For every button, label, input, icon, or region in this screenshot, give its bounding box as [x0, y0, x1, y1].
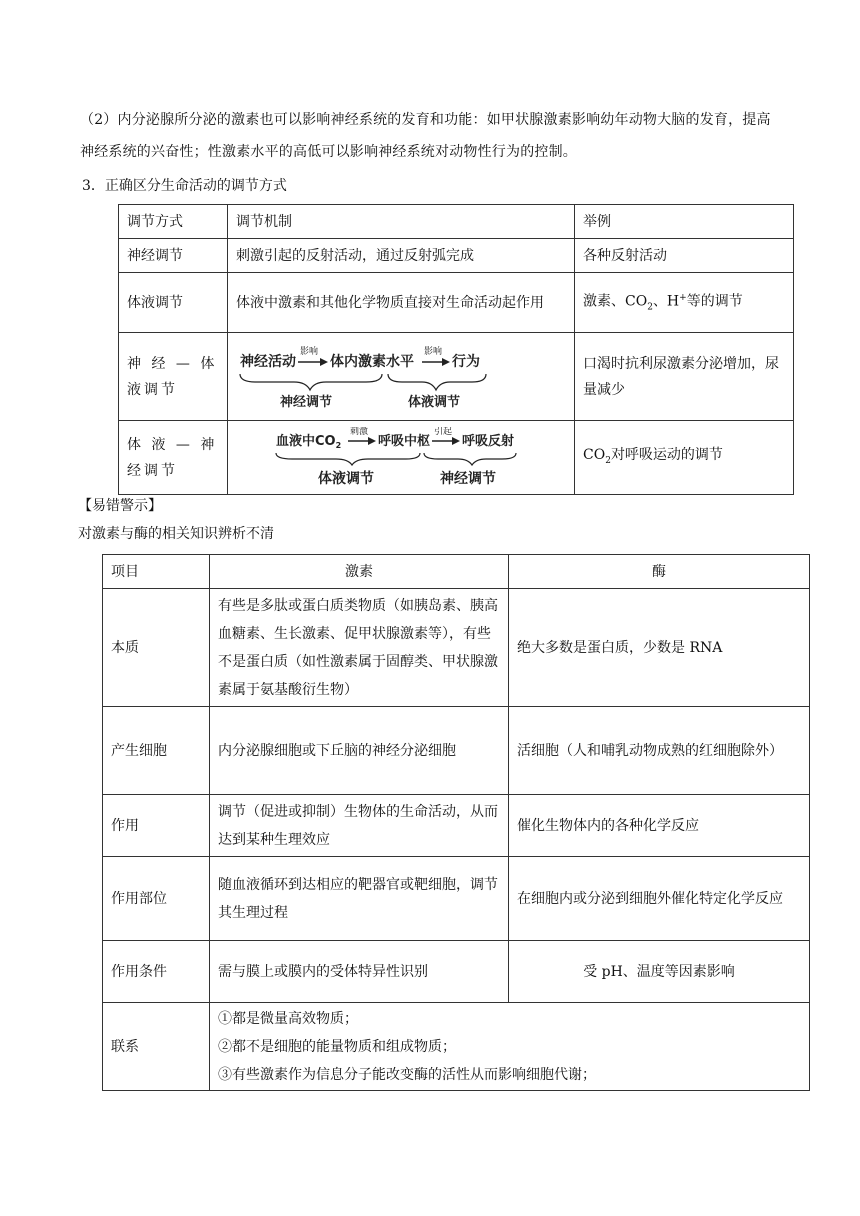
brace-label: 神经调节	[440, 470, 496, 487]
header-cell: 调节机制	[228, 205, 575, 239]
diagram-cell	[228, 421, 575, 495]
item-cell: 作用	[103, 795, 210, 857]
item-cell: 联系	[103, 1003, 210, 1091]
brace-label: 体液调节	[408, 394, 461, 410]
table-header-row	[119, 205, 794, 239]
example-cell: 口渴时抗利尿激素分泌增加，尿量减少	[575, 333, 794, 421]
warning-description: 对激素与酶的相关知识辨析不清	[78, 526, 274, 542]
table-row	[103, 857, 810, 941]
enzyme-cell: 在细胞内或分泌到细胞外催化特定化学反应	[509, 857, 810, 941]
arrow-icon	[442, 358, 450, 366]
enzyme-cell: 受 pH、温度等因素影响	[509, 941, 810, 1003]
hormone-cell: 随血液循环到达相应的靶器官或靶细胞，调节其生理过程	[210, 857, 509, 941]
hormone-cell: 内分泌腺细胞或下丘脑的神经分泌细胞	[210, 707, 509, 795]
header-cell: 调节方式	[119, 205, 228, 239]
table-row	[103, 707, 810, 795]
table-row	[119, 333, 794, 421]
table-row	[119, 273, 794, 333]
diagram-node: 体内激素水平	[330, 353, 414, 370]
arrow-icon	[368, 437, 376, 445]
type-cell: 体液调节	[119, 273, 228, 333]
table-row	[119, 421, 794, 495]
link-item: ③有些激素作为信息分子能改变酶的活性从而影响细胞代谢；	[218, 1066, 596, 1083]
header-cell: 项目	[103, 555, 210, 589]
header-cell: 激素	[210, 555, 509, 589]
section-heading: 3．正确区分生命活动的调节方式	[82, 178, 287, 194]
example-cell: 各种反射活动	[575, 239, 794, 273]
mechanism-cell: 刺激引起的反射活动，通过反射弧完成	[228, 239, 575, 273]
humoral-neuro-diagram	[236, 427, 550, 489]
arrow-icon	[320, 358, 328, 366]
table-row	[103, 941, 810, 1003]
brace-icon	[276, 453, 420, 465]
item-cell: 本质	[103, 589, 210, 707]
hormone-cell: 调节（促进或抑制）生物体的生命活动，从而达到某种生理效应	[210, 795, 509, 857]
enzyme-cell: 活细胞（人和哺乳动物成熟的红细胞除外）	[509, 707, 810, 795]
item-cell: 作用部位	[103, 857, 210, 941]
regulation-table	[118, 204, 794, 495]
brace-icon	[388, 374, 486, 390]
table-row	[103, 1003, 810, 1091]
enzyme-cell: 绝大多数是蛋白质，少数是 RNA	[509, 589, 810, 707]
arrow-label: 影响	[424, 346, 443, 357]
diagram-node: 神经活动	[240, 353, 296, 370]
table-header-row	[103, 555, 810, 589]
diagram-node: 血液中$CO_2$	[276, 433, 342, 450]
diagram-node: 呼吸中枢	[378, 433, 431, 449]
mechanism-cell: 体液中激素和其他化学物质直接对生命活动起作用	[228, 273, 575, 333]
brace-label: 神经调节	[280, 394, 333, 410]
item-cell: 作用条件	[103, 941, 210, 1003]
diagram-node: 行为	[452, 353, 480, 370]
arrow-label: 影响	[300, 346, 319, 357]
arrow-label: 刺激	[350, 426, 369, 437]
arrow-icon	[452, 437, 460, 445]
example-cell: $CO_2$对呼吸运动的调节	[575, 421, 794, 495]
link-item: ①都是微量高效物质；	[218, 1010, 358, 1027]
item-cell: 产生细胞	[103, 707, 210, 795]
brace-icon	[424, 453, 516, 465]
diagram-cell	[228, 333, 575, 421]
link-item: ②都不是细胞的能量物质和组成物质；	[218, 1038, 456, 1055]
example-cell: 激素、$CO_2$、H+等的调节	[575, 273, 794, 333]
table-row	[103, 589, 810, 707]
arrow-label: 引起	[434, 426, 453, 437]
neuro-humoral-diagram	[236, 342, 550, 412]
intro-paragraph: （2）内分泌腺所分泌的激素也可以影响神经系统的发育和功能：如甲状腺激素影响幼年动物大脑的发育，提高神经系统的兴奋性；性激素水平的高低可以影响神经系统对动物性行为的控制。	[80, 112, 771, 160]
type-cell: 体 液 — 神 经调节	[119, 421, 228, 495]
link-cell	[210, 1003, 810, 1091]
brace-icon	[240, 374, 382, 390]
diagram-node: 呼吸反射	[462, 433, 515, 449]
header-cell: 举例	[575, 205, 794, 239]
type-cell: 神经调节	[119, 239, 228, 273]
table-row	[119, 239, 794, 273]
hormone-cell: 需与膜上或膜内的受体特异性识别	[210, 941, 509, 1003]
hormone-enzyme-table	[102, 554, 810, 1091]
brace-label: 体液调节	[318, 470, 374, 487]
table-row	[103, 795, 810, 857]
warning-title: 【易错警示】	[78, 498, 162, 514]
hormone-cell: 有些是多肽或蛋白质类物质（如胰岛素、胰高血糖素、生长激素、促甲状腺激素等），有些不是蛋白质（如性激素属于固醇类、甲状腺激素属于氨基酸衍生物）	[210, 589, 509, 707]
header-cell: 酶	[509, 555, 810, 589]
type-cell: 神 经 — 体 液调节	[119, 333, 228, 421]
enzyme-cell: 催化生物体内的各种化学反应	[509, 795, 810, 857]
